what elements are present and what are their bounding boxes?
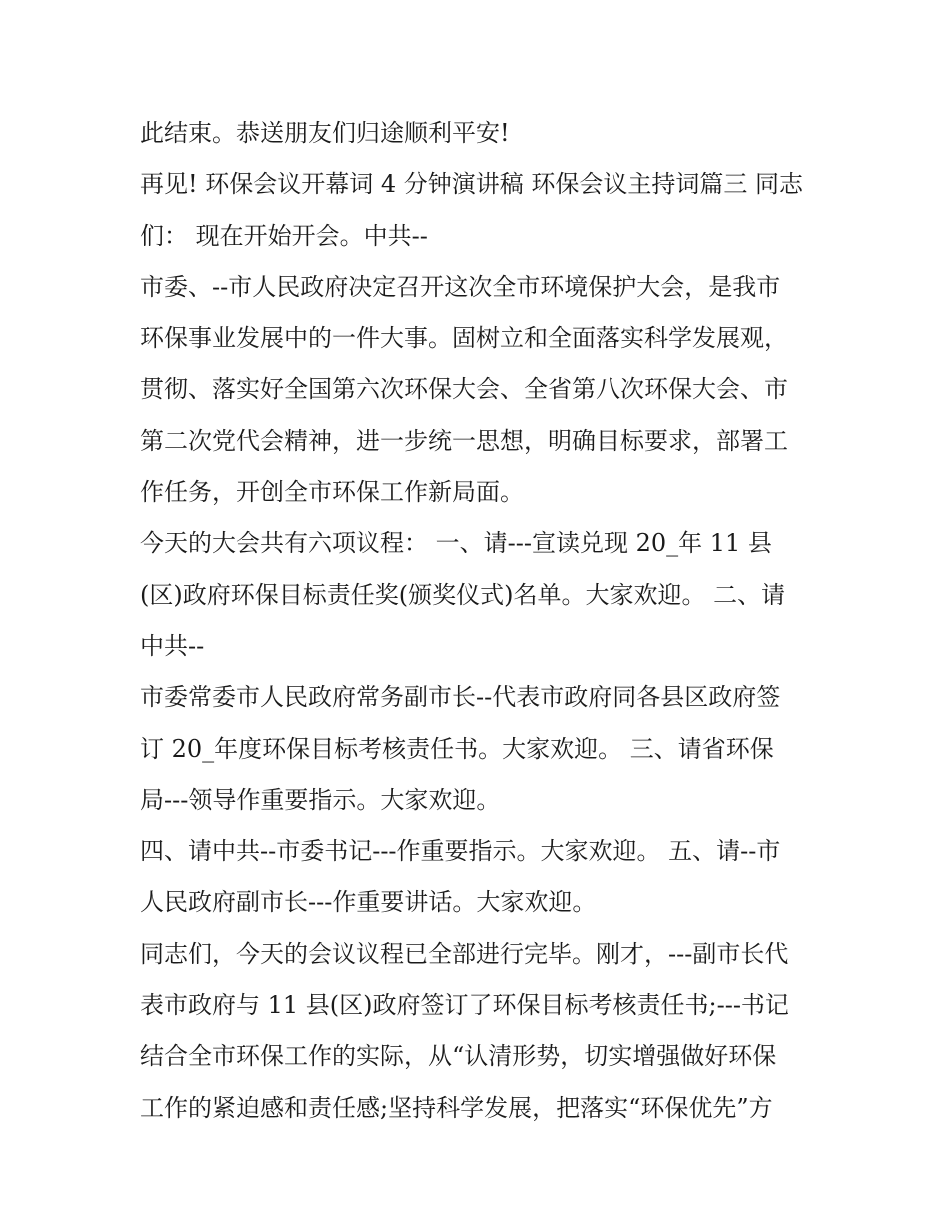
document-body — [140, 108, 830, 1134]
text-line: 表市政府与 11 县(区)政府签订了环保目标考核责任书;---书记 — [140, 991, 789, 1020]
text-line: 工作的紧迫感和责任感;坚持科学发展，把落实“环保优先”方 — [140, 1093, 773, 1122]
text-line: 此结束。恭送朋友们归途顺利平安! — [140, 119, 510, 147]
text-line: 第二次党代会精神，进一步统一思想，明确目标要求，部署工 — [140, 426, 788, 455]
text-line: 中共-- — [140, 631, 205, 660]
text-line: 市委常委市人民政府常务副市长--代表市政府同各县区政府签 — [140, 683, 781, 712]
text-line: 作任务，开创全市环保工作新局面。 — [140, 478, 524, 507]
text-line: 订 20_年度环保目标考核责任书。大家欢迎。 三、请省环保 — [140, 734, 774, 763]
text-line: (区)政府环保目标责任奖(颁奖仪式)名单。大家欢迎。 二、请 — [140, 580, 786, 609]
text-line: 同志们，今天的会议议程已全部进行完毕。刚才，---副市长代 — [140, 939, 789, 968]
text-line: 局---领导作重要指示。大家欢迎。 — [140, 785, 501, 814]
text-line: 人民政府副市长---作重要讲话。大家欢迎。 — [140, 888, 597, 917]
text-line: 再见! 环保会议开幕词 4 分钟演讲稿 环保会议主持词篇三 同志 — [140, 170, 804, 199]
text-line: 四、请中共--市委书记---作重要指示。大家欢迎。 五、请--市 — [140, 837, 781, 866]
text-line: 们： 现在开始开会。中共-- — [140, 221, 428, 250]
text-line: 市委、--市人民政府决定召开这次全市环境保护大会，是我市 — [140, 272, 781, 301]
text-line: 环保事业发展中的一件大事。固树立和全面落实科学发展观， — [140, 324, 788, 353]
text-line: 结合全市环保工作的实际，从“认清形势，切实增强做好环保 — [140, 1042, 777, 1071]
text-line: 今天的大会共有六项议程： 一、请---宣读兑现 20_年 11 县 — [140, 529, 772, 558]
text-line: 贯彻、落实好全国第六次环保大会、全省第八次环保大会、市 — [140, 375, 788, 404]
